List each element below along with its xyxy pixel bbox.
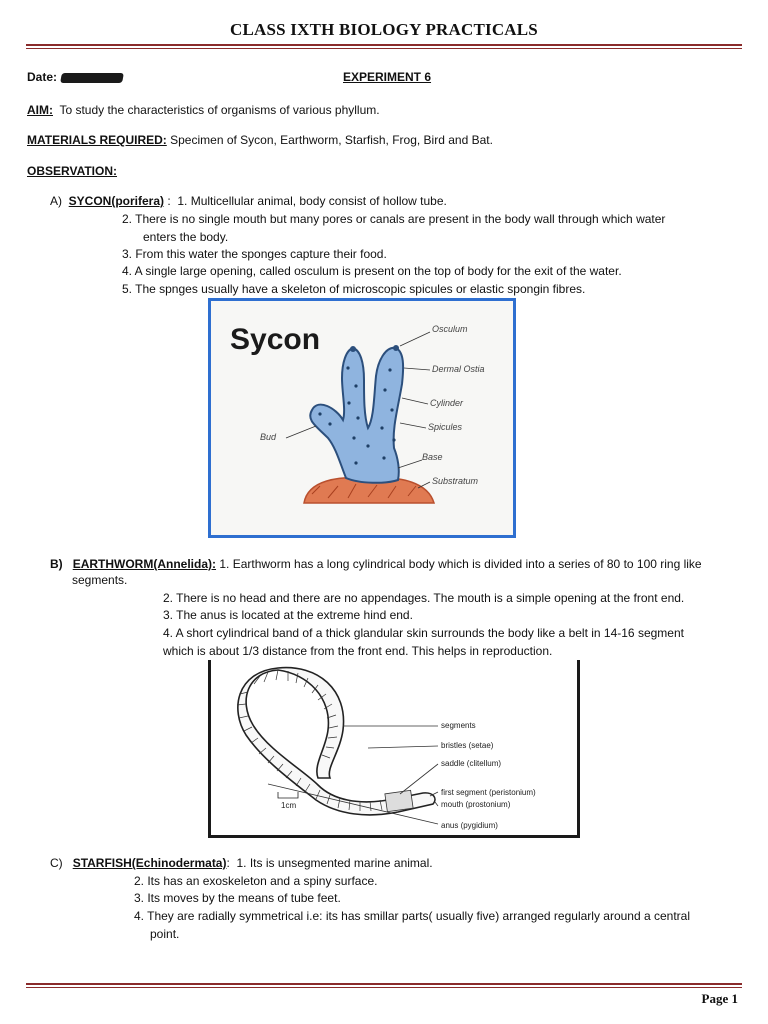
- materials-label: MATERIALS REQUIRED:: [27, 133, 167, 147]
- earthworm-point-3: 3. The anus is located at the extreme hind end.: [163, 608, 413, 622]
- label-saddle: saddle (clitellum): [441, 759, 502, 768]
- earthworm-point-4-cont: which is about 1/3 distance from the front end. This helps in reproduction.: [163, 644, 553, 658]
- earthworm-point-1-cont: segments.: [72, 573, 128, 587]
- sycon-heading-line: [50, 194, 447, 208]
- label-bristles: bristles (setae): [441, 741, 494, 750]
- starfish-letter: C): [50, 856, 63, 870]
- date-line: [27, 70, 123, 84]
- experiment-number: EXPERIMENT 6: [343, 70, 432, 84]
- label-substratum: Substratum: [432, 476, 479, 486]
- sycon-point-4: 4. A single large opening, called osculum is present on the top of body for the exit of the water.: [122, 264, 622, 278]
- sycon-sep: :: [167, 194, 171, 208]
- earthworm-point-2: 2. There is no head and there are no appendages. The mouth is a simple opening at the front end.: [163, 591, 685, 605]
- sycon-figure-title: Sycon: [230, 323, 321, 356]
- observation-heading: OBSERVATION:: [27, 164, 118, 178]
- starfish-point-3: 3. Its moves by the means of tube feet.: [134, 891, 341, 905]
- materials-text: Specimen of Sycon, Earthworm, Starfish, Frog, Bird and Bat.: [170, 133, 493, 147]
- label-osculum: Osculum: [432, 324, 468, 334]
- materials-line: [27, 133, 493, 147]
- earthworm-point-1: 1. Earthworm has a long cylindrical body which is divided into a series of 80 to 100 ring like: [219, 557, 702, 571]
- label-mouth: mouth (prostonium): [441, 800, 511, 809]
- label-base: Base: [422, 452, 443, 462]
- sycon-point-3: 3. From this water the sponges capture their food.: [122, 247, 387, 261]
- aim-line: [27, 103, 380, 117]
- earthworm-figure: [208, 660, 580, 838]
- date-label: Date:: [27, 70, 58, 84]
- starfish-point-2: 2. Its has an exoskeleton and a spiny surface.: [134, 874, 378, 888]
- starfish-heading-line: [50, 856, 433, 870]
- label-spicules: Spicules: [428, 422, 463, 432]
- sycon-letter: A): [50, 194, 62, 208]
- earthworm-letter: B): [50, 557, 63, 571]
- sycon-point-2: 2. There is no single mouth but many pores or canals are present in the body wall through which water: [122, 212, 666, 226]
- redacted-date-scribble: [60, 73, 124, 83]
- label-anus: anus (pygidium): [441, 821, 498, 830]
- sycon-point-1: 1. Multicellular animal, body consist of hollow tube.: [177, 194, 447, 208]
- starfish-sep: :: [226, 856, 230, 870]
- sycon-figure: [208, 298, 516, 538]
- sycon-heading: SYCON(porifera): [68, 194, 165, 208]
- scale-label: 1cm: [281, 801, 297, 810]
- sycon-point-2-cont: enters the body.: [143, 230, 229, 244]
- starfish-point-4-cont: point.: [150, 927, 180, 941]
- label-first-segment: first segment (peristonium): [441, 788, 536, 797]
- label-cylinder: Cylinder: [430, 398, 464, 408]
- label-bud: Bud: [260, 432, 277, 442]
- aim-label: AIM:: [27, 103, 53, 117]
- page-title: CLASS IXTH BIOLOGY PRACTICALS: [230, 20, 538, 39]
- earthworm-heading-line: [50, 557, 702, 571]
- sycon-point-5: 5. The spnges usually have a skeleton of microscopic spicules or elastic spongin fibres.: [122, 282, 586, 296]
- footer-rule-thin: [26, 987, 742, 988]
- footer-rule: [26, 983, 742, 985]
- header-rule-thin: [26, 48, 742, 49]
- earthworm-point-4: 4. A short cylindrical band of a thick glandular skin surrounds the body like a belt in 14-16 segment: [163, 626, 684, 640]
- earthworm-heading: EARTHWORM(Annelida):: [72, 557, 217, 571]
- starfish-heading: STARFISH(Echinodermata): [72, 856, 227, 870]
- starfish-point-1: 1. Its is unsegmented marine animal.: [236, 856, 433, 870]
- page-number: Page 1: [701, 991, 738, 1006]
- label-segments: segments: [441, 721, 476, 730]
- header-rule: [26, 44, 742, 46]
- starfish-point-4: 4. They are radially symmetrical i.e: its has smillar parts( usually five) arranged regularly around a central: [134, 909, 691, 923]
- aim-text: To study the characteristics of organisms of various phyllum.: [59, 103, 380, 117]
- saddle-shape: [385, 790, 413, 811]
- label-dermal-ostia: Dermal Ostia: [432, 364, 485, 374]
